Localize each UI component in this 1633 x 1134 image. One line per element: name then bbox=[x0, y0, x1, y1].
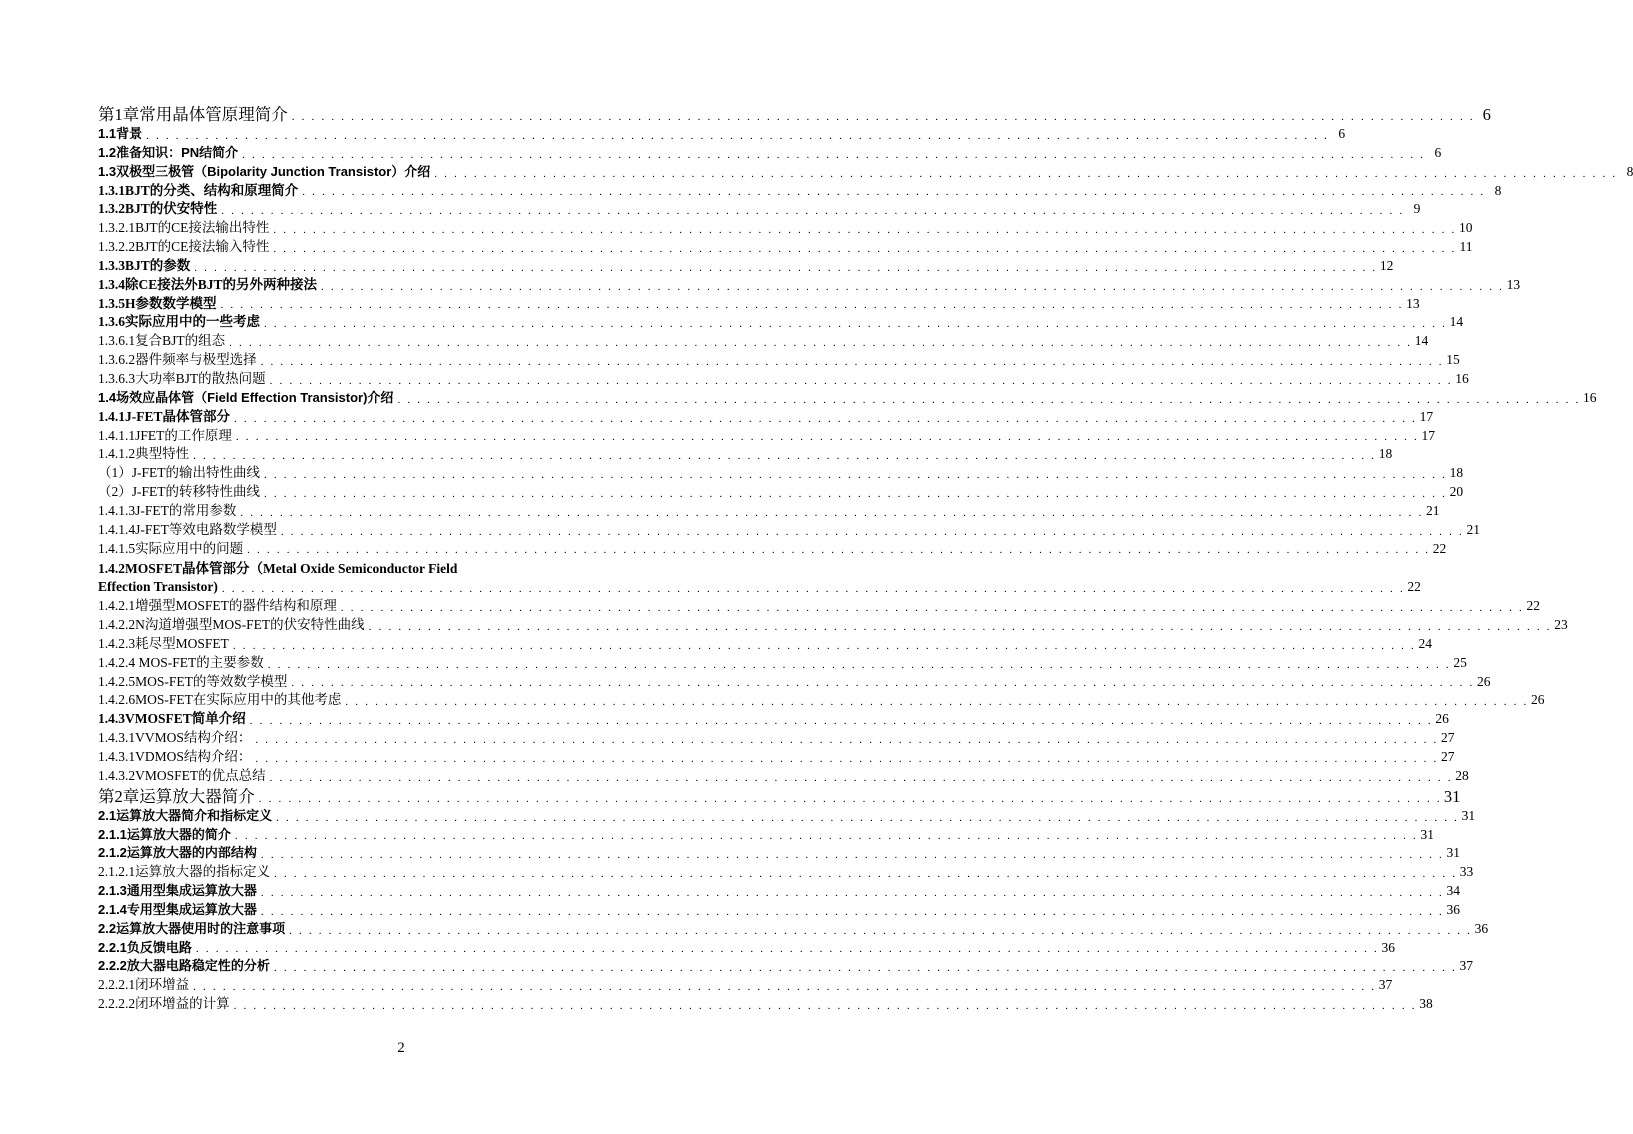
toc-leader-dots: . . . . . . . . . . . . . . . . . . . . . . . . . . . . . . . . . . . . . . . . . . . . . . . . . . . . . . . . . . . . . . . . . . . . . . . . . . . . . . . . . . . . . . . . . . . . . . . . . . . . . . . . . . . . . . . . . . . . . . . . bbox=[242, 148, 1426, 161]
toc-entry[interactable] bbox=[98, 939, 1395, 958]
toc-leader-dots: . . . . . . . . . . . . . . . . . . . . . . . . . . . . . . . . . . . . . . . . . . . . . . . . . . . . . . . . . . . . . . . . . . . . . . . . . . . . . . . . . . . . . . . . . . . . . . . . . . . . . . . . . . . . . . . . . . . . . . . . bbox=[247, 544, 1431, 557]
toc-entry-page: 21 bbox=[1425, 502, 1440, 518]
toc-leader-dots: . . . . . . . . . . . . . . . . . . . . . . . . . . . . . . . . . . . . . . . . . . . . . . . . . . . . . . . . . . . . . . . . . . . . . . . . . . . . . . . . . . . . . . . . . . . . . . . . . . . . . . . . . . . . . . . . . . . . . . . . bbox=[232, 639, 1416, 652]
toc-entry[interactable] bbox=[98, 445, 1393, 464]
toc-leader-dots: . . . . . . . . . . . . . . . . . . . . . . . . . . . . . . . . . . . . . . . . . . . . . . . . . . . . . . . . . . . . . . . . . . . . . . . . . . . . . . . . . . . . . . . . . . . . . . . . . . . . . . . . . . . . . . . . . . . . . . . . bbox=[269, 374, 1453, 387]
toc-entry-title: （1）J-FET的输出特性曲线 bbox=[98, 465, 260, 481]
toc-entry[interactable] bbox=[98, 104, 1491, 125]
table-of-contents bbox=[98, 104, 1633, 1014]
toc-leader-dots: . . . . . . . . . . . . . . . . . . . . . . . . . . . . . . . . . . . . . . . . . . . . . . . . . . . . . . . . . . . . . . . . . . . . . . . . . . . . . . . . . . . . . . . . . . . . . . . . . . . . . . . . . . . . . . . . . . . . . . . . bbox=[368, 620, 1552, 633]
toc-entry-title: 第2章运算放大器简介 bbox=[98, 786, 255, 806]
toc-leader-dots: . . . . . . . . . . . . . . . . . . . . . . . . . . . . . . . . . . . . . . . . . . . . . . . . . . . . . . . . . . . . . . . . . . . . . . . . . . . . . . . . . . . . . . . . . . . . . . . . . . . . . . . . . . . . . . . . . . . . . . . . bbox=[264, 318, 1448, 331]
toc-entry-title: 1.3.3BJT的参数 bbox=[98, 257, 191, 273]
toc-entry-title: 2.1运算放大器简介和指标定义 bbox=[98, 807, 273, 823]
toc-entry-title: 1.3.6实际应用中的一些考虑 bbox=[98, 314, 260, 330]
toc-entry-title: 2.1.3通用型集成运算放大器 bbox=[98, 883, 257, 899]
toc-entry[interactable] bbox=[98, 370, 1469, 389]
toc-entry-title: 2.2.1负反馈电路 bbox=[98, 939, 192, 955]
toc-entry-page: 18 bbox=[1449, 465, 1464, 481]
toc-entry-title: 1.3.6.3大功率BJT的散热问题 bbox=[98, 370, 266, 386]
toc-entry[interactable] bbox=[98, 826, 1434, 845]
toc-leader-dots: . . . . . . . . . . . . . . . . . . . . . . . . . . . . . . . . . . . . . . . . . . . . . . . . . . . . . . . . . . . . . . . . . . . . . . . . . . . . . . . . . . . . . . . . . . . . . . . . . . . . . . . . . . . . . . . . . . . . . . . . bbox=[260, 849, 1444, 862]
toc-entry[interactable] bbox=[98, 786, 1461, 807]
toc-entry-page: 26 bbox=[1435, 711, 1449, 727]
toc-entry[interactable] bbox=[98, 767, 1469, 786]
toc-entry-title: 1.4.1J-FET晶体管部分 bbox=[98, 408, 231, 424]
toc-leader-dots: . . . . . . . . . . . . . . . . . . . . . . . . . . . . . . . . . . . . . . . . . . . . . . . . . . . . . . . . . . . . . . . . . . . . . . . . . . . . . . . . . . . . . . . . . . . . . . . . . . . . . . . . . . . . . . . . . . . . . . . . bbox=[260, 355, 1444, 368]
toc-leader-dots: . . . . . . . . . . . . . . . . . . . . . . . . . . . . . . . . . . . . . . . . . . . . . . . . . . . . . . . . . . . . . . . . . . . . . . . . . . . . . . . . . . . . . . . . . . . . . . . . . . . . . . . . . . . . . . . . . . . . . . . . bbox=[340, 602, 1524, 615]
toc-leader-dots: . . . . . . . . . . . . . . . . . . . . . . . . . . . . . . . . . . . . . . . . . . . . . . . . . . . . . . . . . . . . . . . . . . . . . . . . . . . . . . . . . . . . . . . . . . . . . . . . . . . . . . . . . . . . . . . . . . . . . . . . bbox=[221, 205, 1405, 218]
toc-entry-page: 36 bbox=[1381, 939, 1395, 955]
toc-leader-dots: . . . . . . . . . . . . . . . . . . . . . . . . . . . . . . . . . . . . . . . . . . . . . . . . . . . . . . . . . . . . . . . . . . . . . . . . . . . . . . . . . . . . . . . . . . . . . . . . . . . . . . . . . . . . . . . . . . . . . . . . bbox=[249, 715, 1433, 728]
toc-leader-dots: . . . . . . . . . . . . . . . . . . . . . . . . . . . . . . . . . . . . . . . . . . . . . . . . . . . . . . . . . . . . . . . . . . . . . . . . . . . . . . . . . . . . . . . . . . . . . . . . . . . . . . . . . . . . . . . . . . . . . . . . bbox=[229, 337, 1413, 350]
toc-entry-page: 22 bbox=[1526, 598, 1540, 614]
toc-entry-title: 1.4.2.1增强型MOSFET的器件结构和原理 bbox=[98, 598, 337, 614]
toc-entry-page: 8 bbox=[1494, 182, 1502, 198]
toc-entry[interactable] bbox=[98, 995, 1433, 1014]
toc-entry-title: 1.1背景 bbox=[98, 126, 143, 141]
toc-entry[interactable] bbox=[98, 597, 1540, 616]
toc-entry-page: 27 bbox=[1440, 730, 1455, 746]
toc-entry[interactable] bbox=[98, 408, 1434, 427]
toc-entry-page: 10 bbox=[1458, 220, 1473, 236]
toc-leader-dots: . . . . . . . . . . . . . . . . . . . . . . . . . . . . . . . . . . . . . . . . . . . . . . . . . . . . . . . . . . . . . . . . . . . . . . . . . . . . . . . . . . . . . . . . . . . . . . . . . . . . . . . . . . . . . . . . . . . . . . . . bbox=[397, 393, 1581, 406]
toc-leader-dots: . . . . . . . . . . . . . . . . . . . . . . . . . . . . . . . . . . . . . . . . . . . . . . . . . . . . . . . . . . . . . . . . . . . . . . . . . . . . . . . . . . . . . . . . . . . . . . . . . . . . . . . . . . . . . . . . . . . . . . . . bbox=[434, 167, 1618, 180]
toc-entry-title: 1.4.2.6MOS-FET在实际应用中的其他考虑 bbox=[98, 692, 342, 708]
toc-entry-title: 1.4.2.4 MOS-FET的主要参数 bbox=[98, 654, 264, 670]
toc-entry-title: 2.1.1运算放大器的简介 bbox=[98, 826, 231, 842]
toc-entry-page: 31 bbox=[1461, 807, 1476, 823]
toc-entry[interactable] bbox=[98, 313, 1464, 332]
toc-entry-page: 31 bbox=[1420, 826, 1434, 842]
toc-entry[interactable] bbox=[98, 351, 1460, 370]
toc-leader-dots: . . . . . . . . . . . . . . . . . . . . . . . . . . . . . . . . . . . . . . . . . . . . . . . . . . . . . . . . . . . . . . . . . . . . . . . . . . . . . . . . . . . . . . . . . . . . . . . . . . . . . . . . . . . . . . . . . . . . . . . . bbox=[235, 431, 1419, 444]
toc-leader-dots: . . . . . . . . . . . . . . . . . . . . . . . . . . . . . . . . . . . . . . . . . . . . . . . . . . . . . . . . . . . . . . . . . . . . . . . . . . . . . . . . . . . . . . . . . . . . . . . . . . . . . . . . . . . . . . . . . . . . . . . . bbox=[220, 299, 1404, 312]
toc-leader-dots: . . . . . . . . . . . . . . . . . . . . . . . . . . . . . . . . . . . . . . . . . . . . . . . . . . . . . . . . . . . . . . . . . . . . . . . . . . . . . . . . . . . . . . . . . . . . . . . . . . . . . . . . . . . . . . . . . . . . . . . . bbox=[291, 111, 1475, 123]
toc-entry-page: 6 bbox=[1434, 144, 1442, 160]
toc-entry-page: 31 bbox=[1443, 786, 1461, 806]
toc-entry-page: 9 bbox=[1413, 201, 1421, 217]
toc-entry[interactable] bbox=[98, 578, 1421, 597]
toc-entry-title: 1.3.2BJT的伏安特性 bbox=[98, 201, 218, 217]
toc-entry-title: 2.2.2.1闭环增益 bbox=[98, 977, 190, 993]
toc-leader-dots: . . . . . . . . . . . . . . . . . . . . . . . . . . . . . . . . . . . . . . . . . . . . . . . . . . . . . . . . . . . . . . . . . . . . . . . . . . . . . . . . . . . . . . . . . . . . . . . . . . . . . . . . . . . . . . . . . . . . . . . . bbox=[273, 224, 1457, 237]
toc-entry[interactable] bbox=[98, 219, 1473, 238]
toc-entry[interactable] bbox=[98, 558, 704, 578]
toc-entry[interactable] bbox=[98, 521, 1480, 540]
toc-entry-title: 1.4.2.2N沟道增强型MOS-FET的伏安特性曲线 bbox=[98, 617, 365, 633]
toc-entry-page: 21 bbox=[1466, 521, 1480, 537]
toc-entry-page: 6 bbox=[1338, 126, 1346, 141]
toc-entry-page: 20 bbox=[1449, 484, 1464, 500]
toc-entry-page: 31 bbox=[1446, 845, 1460, 861]
toc-leader-dots: . . . . . . . . . . . . . . . . . . . . . . . . . . . . . . . . . . . . . . . . . . . . . . . . . . . . . . . . . . . . . . . . . . . . . . . . . . . . . . . . . . . . . . . . . . . . . . . . . . . . . . . . . . . . . . . . . . . . . . . . bbox=[280, 525, 1464, 538]
toc-entry-title: 2.2.2.2闭环增益的计算 bbox=[98, 996, 230, 1012]
toc-entry[interactable] bbox=[98, 238, 1473, 257]
toc-entry-title: 1.2准备知识：PN结简介 bbox=[98, 144, 239, 160]
toc-entry-title: 1.4.1.1JFET的工作原理 bbox=[98, 427, 232, 443]
toc-entry[interactable] bbox=[98, 635, 1432, 654]
toc-leader-dots: . . . . . . . . . . . . . . . . . . . . . . . . . . . . . . . . . . . . . . . . . . . . . . . . . . . . . . . . . . . . . . . . . . . . . . . . . . . . . . . . . . . . . . . . . . . . . . . . . . . . . . . . . . . . . . . . . . . . . . . . bbox=[146, 129, 1330, 142]
toc-entry-title: 2.1.4专用型集成运算放大器 bbox=[98, 901, 257, 917]
toc-leader-dots: . . . . . . . . . . . . . . . . . . . . . . . . . . . . . . . . . . . . . . . . . . . . . . . . . . . . . . . . . . . . . . . . . . . . . . . . . . . . . . . . . . . . . . . . . . . . . . . . . . . . . . . . . . . . . . . . . . . . . . . . bbox=[258, 792, 1442, 805]
toc-entry-page: 13 bbox=[1506, 276, 1521, 292]
toc-leader-dots: . . . . . . . . . . . . . . . . . . . . . . . . . . . . . . . . . . . . . . . . . . . . . . . . . . . . . . . . . . . . . . . . . . . . . . . . . . . . . . . . . . . . . . . . . . . . . . . . . . . . . . . . . . . . . . . . . . . . . . . . bbox=[193, 450, 1377, 463]
toc-entry-page: 14 bbox=[1414, 333, 1429, 349]
toc-leader-dots: . . . . . . . . . . . . . . . . . . . . . . . . . . . . . . . . . . . . . . . . . . . . . . . . . . . . . . . . . . . . . . . . . . . . . . . . . . . . . . . . . . . . . . . . . . . . . . . . . . . . . . . . . . . . . . . . . . . . . . . . bbox=[193, 981, 1377, 994]
toc-entry[interactable] bbox=[98, 976, 1393, 995]
toc-entry[interactable] bbox=[98, 389, 1597, 408]
toc-entry[interactable] bbox=[98, 957, 1473, 976]
toc-entry-page: 17 bbox=[1421, 427, 1435, 443]
toc-leader-dots: . . . . . . . . . . . . . . . . . . . . . . . . . . . . . . . . . . . . . . . . . . . . . . . . . . . . . . . . . . . . . . . . . . . . . . . . . . . . . . . . . . . . . . . . . . . . . . . . . . . . . . . . . . . . . . . . . . . . . . . . bbox=[260, 886, 1444, 899]
toc-leader-dots: . . . . . . . . . . . . . . . . . . . . . . . . . . . . . . . . . . . . . . . . . . . . . . . . . . . . . . . . . . . . . . . . . . . . . . . . . . . . . . . . . . . . . . . . . . . . . . . . . . . . . . . . . . . . . . . . . . . . . . . . bbox=[264, 469, 1448, 482]
toc-entry-page: 36 bbox=[1446, 901, 1460, 917]
toc-entry-title: （2）J-FET的转移特性曲线 bbox=[98, 484, 260, 500]
toc-leader-dots: . . . . . . . . . . . . . . . . . . . . . . . . . . . . . . . . . . . . . . . . . . . . . . . . . . . . . . . . . . . . . . . . . . . . . . . . . . . . . . . . . . . . . . . . . . . . . . . . . . . . . . . . . . . . . . . . . . . . . . . . bbox=[194, 261, 1378, 274]
toc-entry-page: 22 bbox=[1432, 540, 1447, 556]
toc-entry[interactable] bbox=[98, 200, 1421, 219]
toc-entry[interactable] bbox=[98, 710, 1449, 729]
toc-leader-dots: . . . . . . . . . . . . . . . . . . . . . . . . . . . . . . . . . . . . . . . . . . . . . . . . . . . . . . . . . . . . . . . . . . . . . . . . . . . . . . . . . . . . . . . . . . . . . . . . . . . . . . . . . . . . . . . . . . . . . . . . bbox=[273, 962, 1457, 975]
toc-entry-title: Effection Transistor) bbox=[98, 579, 218, 595]
toc-entry[interactable] bbox=[98, 673, 1491, 692]
toc-entry-title: 1.3.2.1BJT的CE接法输出特性 bbox=[98, 220, 270, 236]
toc-leader-dots: . . . . . . . . . . . . . . . . . . . . . . . . . . . . . . . . . . . . . . . . . . . . . . . . . . . . . . . . . . . . . . . . . . . . . . . . . . . . . . . . . . . . . . . . . . . . . . . . . . . . . . . . . . . . . . . . . . . . . . . . bbox=[260, 905, 1444, 918]
toc-entry-page: 28 bbox=[1455, 767, 1469, 783]
toc-entry-title: 1.4.3.2VMOSFET的优点总结 bbox=[98, 767, 266, 783]
toc-leader-dots: . . . . . . . . . . . . . . . . . . . . . . . . . . . . . . . . . . . . . . . . . . . . . . . . . . . . . . . . . . . . . . . . . . . . . . . . . . . . . . . . . . . . . . . . . . . . . . . . . . . . . . . . . . . . . . . . . . . . . . . . bbox=[267, 658, 1451, 671]
toc-entry[interactable] bbox=[98, 616, 1568, 635]
toc-leader-dots: . . . . . . . . . . . . . . . . . . . . . . . . . . . . . . . . . . . . . . . . . . . . . . . . . . . . . . . . . . . . . . . . . . . . . . . . . . . . . . . . . . . . . . . . . . . . . . . . . . . . . . . . . . . . . . . . . . . . . . . . bbox=[255, 734, 1439, 746]
toc-entry[interactable] bbox=[98, 257, 1394, 276]
toc-leader-dots: . . . . . . . . . . . . . . . . . . . . . . . . . . . . . . . . . . . . . . . . . . . . . . . . . . . . . . . . . . . . . . . . . . . . . . . . . . . . . . . . . . . . . . . . . . . . . . . . . . . . . . . . . . . . . . . . . . . . . . . . bbox=[276, 811, 1460, 824]
toc-entry-title: 1.4场效应晶体管（Field Effection Transistor)介绍 bbox=[98, 389, 394, 405]
toc-entry-title: 第1章常用晶体管原理简介 bbox=[98, 105, 288, 124]
page-number: 2 bbox=[397, 1040, 405, 1056]
toc-entry-title: 1.4.2.3耗尽型MOSFET bbox=[98, 635, 229, 651]
toc-entry-title: 1.3.4除CE接法外BJT的另外两种接法 bbox=[98, 276, 318, 292]
toc-entry-title: 1.4.1.3J-FET的常用参数 bbox=[98, 502, 237, 518]
toc-leader-dots: . . . . . . . . . . . . . . . . . . . . . . . . . . . . . . . . . . . . . . . . . . . . . . . . . . . . . . . . . . . . . . . . . . . . . . . . . . . . . . . . . . . . . . . . . . . . . . . . . . . . . . . . . . . . . . . . . . . . . . . . bbox=[234, 830, 1418, 843]
toc-entry-page: 13 bbox=[1406, 295, 1420, 311]
toc-leader-dots: . . . . . . . . . . . . . . . . . . . . . . . . . . . . . . . . . . . . . . . . . . . . . . . . . . . . . . . . . . . . . . . . . . . . . . . . . . . . . . . . . . . . . . . . . . . . . . . . . . . . . . . . . . . . . . . . . . . . . . . . bbox=[273, 242, 1457, 255]
toc-entry-page: 38 bbox=[1419, 996, 1433, 1012]
toc-leader-dots: . . . . . . . . . . . . . . . . . . . . . . . . . . . . . . . . . . . . . . . . . . . . . . . . . . . . . . . . . . . . . . . . . . . . . . . . . . . . . . . . . . . . . . . . . . . . . . . . . . . . . . . . . . . . . . . . . . . . . . . . bbox=[195, 943, 1379, 956]
toc-entry-page: 8 bbox=[1626, 163, 1633, 179]
toc-entry-page: 27 bbox=[1440, 749, 1455, 764]
toc-entry-page: 18 bbox=[1378, 446, 1393, 462]
toc-entry-title: 1.3.6.2器件频率与极型选择 bbox=[98, 352, 257, 368]
toc-entry[interactable] bbox=[98, 163, 1633, 182]
toc-leader-dots: . . . . . . . . . . . . . . . . . . . . . . . . . . . . . . . . . . . . . . . . . . . . . . . . . . . . . . . . . . . . . . . . . . . . . . . . . . . . . . . . . . . . . . . . . . . . . . . . . . . . . . . . . . . . . . . . . . . . . . . . bbox=[345, 696, 1529, 709]
toc-entry-page: 17 bbox=[1419, 408, 1434, 424]
toc-entry[interactable] bbox=[98, 654, 1467, 673]
toc-entry-title: 2.2运算放大器使用时的注意事项 bbox=[98, 920, 286, 936]
toc-leader-dots: . . . . . . . . . . . . . . . . . . . . . . . . . . . . . . . . . . . . . . . . . . . . . . . . . . . . . . . . . . . . . . . . . . . . . . . . . . . . . . . . . . . . . . . . . . . . . . . . . . . . . . . . . . . . . . . . . . . . . . . . bbox=[234, 412, 1418, 425]
toc-entry-title: 2.1.2运算放大器的内部结构 bbox=[98, 845, 257, 861]
toc-entry[interactable] bbox=[98, 691, 1545, 710]
toc-entry-page: 16 bbox=[1583, 389, 1597, 405]
toc-leader-dots: . . . . . . . . . . . . . . . . . . . . . . . . . . . . . . . . . . . . . . . . . . . . . . . . . . . . . . . . . . . . . . . . . . . . . . . . . . . . . . . . . . . . . . . . . . . . . . . . . . . . . . . . . . . . . . . . . . . . . . . . bbox=[289, 924, 1473, 937]
toc-entry-title: 1.3.5H参数数学模型 bbox=[98, 295, 217, 311]
toc-leader-dots: . . . . . . . . . . . . . . . . . . . . . . . . . . . . . . . . . . . . . . . . . . . . . . . . . . . . . . . . . . . . . . . . . . . . . . . . . . . . . . . . . . . . . . . . . . . . . . . . . . . . . . . . . . . . . . . . . . . . . . . . bbox=[240, 506, 1424, 519]
toc-leader-dots: . . . . . . . . . . . . . . . . . . . . . . . . . . . . . . . . . . . . . . . . . . . . . . . . . . . . . . . . . . . . . . . . . . . . . . . . . . . . . . . . . . . . . . . . . . . . . . . . . . . . . . . . . . . . . . . . . . . . . . . . bbox=[274, 868, 1458, 881]
toc-entry[interactable] bbox=[98, 295, 1420, 314]
toc-entry-page: 16 bbox=[1455, 370, 1469, 386]
toc-entry[interactable] bbox=[98, 540, 1447, 559]
toc-entry-page: 23 bbox=[1554, 617, 1568, 633]
toc-entry-page: 22 bbox=[1407, 579, 1421, 595]
toc-entry-title: 1.4.1.4J-FET等效电路数学模型 bbox=[98, 521, 277, 537]
toc-entry-page: 15 bbox=[1446, 352, 1460, 368]
toc-leader-dots: . . . . . . . . . . . . . . . . . . . . . . . . . . . . . . . . . . . . . . . . . . . . . . . . . . . . . . . . . . . . . . . . . . . . . . . . . . . . . . . . . . . . . . . . . . . . . . . . . . . . . . . . . . . . . . . . . . . . . . . . bbox=[233, 999, 1417, 1012]
toc-entry-title: 1.4.1.2典型特性 bbox=[98, 446, 190, 462]
toc-entry-title: 1.4.1.5实际应用中的问题 bbox=[98, 540, 244, 556]
toc-entry-page: 6 bbox=[1482, 105, 1491, 124]
toc-entry[interactable] bbox=[98, 144, 1442, 163]
toc-entry-page: 26 bbox=[1530, 692, 1545, 708]
toc-entry-page: 14 bbox=[1449, 314, 1464, 330]
toc-entry-page: 37 bbox=[1459, 958, 1473, 974]
toc-entry-page: 33 bbox=[1459, 864, 1474, 880]
toc-entry[interactable] bbox=[98, 332, 1429, 351]
toc-leader-dots: . . . . . . . . . . . . . . . . . . . . . . . . . . . . . . . . . . . . . . . . . . . . . . . . . . . . . . . . . . . . . . . . . . . . . . . . . . . . . . . . . . . . . . . . . . . . . . . . . . . . . . . . . . . . . . . . . . . . . . . . bbox=[255, 752, 1439, 765]
toc-entry-page: 12 bbox=[1379, 257, 1394, 273]
toc-entry[interactable] bbox=[98, 901, 1460, 920]
toc-leader-dots: . . . . . . . . . . . . . . . . . . . . . . . . . . . . . . . . . . . . . . . . . . . . . . . . . . . . . . . . . . . . . . . . . . . . . . . . . . . . . . . . . . . . . . . . . . . . . . . . . . . . . . . . . . . . . . . . . . . . . . . . bbox=[269, 771, 1453, 784]
toc-leader-dots: . . . . . . . . . . . . . . . . . . . . . . . . . . . . . . . . . . . . . . . . . . . . . . . . . . . . . . . . . . . . . . . . . . . . . . . . . . . . . . . . . . . . . . . . . . . . . . . . . . . . . . . . . . . . . . . . . . . . . . . . bbox=[221, 583, 1405, 596]
toc-entry-title: 1.4.3VMOSFET简单介绍 bbox=[98, 711, 246, 727]
toc-entry[interactable] bbox=[98, 920, 1489, 939]
toc-entry-title: 1.3.1BJT的分类、结构和原理简介 bbox=[98, 182, 299, 198]
toc-entry-page: 36 bbox=[1474, 920, 1489, 936]
toc-entry-page: 26 bbox=[1476, 673, 1491, 689]
toc-entry-page: 24 bbox=[1418, 635, 1432, 651]
toc-entry-title: 1.4.2.5MOS-FET的等效数学模型 bbox=[98, 673, 288, 689]
toc-entry[interactable] bbox=[98, 844, 1460, 863]
toc-entry[interactable] bbox=[98, 125, 1346, 144]
toc-entry[interactable] bbox=[98, 276, 1521, 295]
toc-entry[interactable] bbox=[98, 729, 1455, 748]
toc-entry[interactable] bbox=[98, 882, 1460, 901]
toc-leader-dots: . . . . . . . . . . . . . . . . . . . . . . . . . . . . . . . . . . . . . . . . . . . . . . . . . . . . . . . . . . . . . . . . . . . . . . . . . . . . . . . . . . . . . . . . . . . . . . . . . . . . . . . . . . . . . . . . . . . . . . . . bbox=[291, 677, 1475, 690]
toc-entry[interactable] bbox=[98, 502, 1440, 521]
toc-entry-page: 11 bbox=[1459, 239, 1473, 255]
toc-leader-dots: . . . . . . . . . . . . . . . . . . . . . . . . . . . . . . . . . . . . . . . . . . . . . . . . . . . . . . . . . . . . . . . . . . . . . . . . . . . . . . . . . . . . . . . . . . . . . . . . . . . . . . . . . . . . . . . . . . . . . . . . bbox=[264, 487, 1448, 500]
toc-leader-dots: . . . . . . . . . . . . . . . . . . . . . . . . . . . . . . . . . . . . . . . . . . . . . . . . . . . . . . . . . . . . . . . . . . . . . . . . . . . . . . . . . . . . . . . . . . . . . . . . . . . . . . . . . . . . . . . . . . . . . . . . bbox=[321, 280, 1505, 293]
toc-leader-dots: . . . . . . . . . . . . . . . . . . . . . . . . . . . . . . . . . . . . . . . . . . . . . . . . . . . . . . . . . . . . . . . . . . . . . . . . . . . . . . . . . . . . . . . . . . . . . . . . . . . . . . . . . . . . . . . . . . . . . . . . bbox=[302, 186, 1486, 199]
toc-entry-title: 1.4.2MOSFET晶体管部分（Metal Oxide Semiconductor Field bbox=[98, 560, 458, 576]
toc-entry-title: 1.3.6.1复合BJT的组态 bbox=[98, 333, 226, 349]
toc-entry-title: 1.3.2.2BJT的CE接法输入特性 bbox=[98, 239, 270, 255]
toc-entry[interactable] bbox=[98, 464, 1464, 483]
toc-entry[interactable] bbox=[98, 182, 1502, 201]
toc-entry-title: 2.2.2放大器电路稳定性的分析 bbox=[98, 958, 270, 974]
toc-entry[interactable] bbox=[98, 427, 1435, 446]
toc-entry[interactable] bbox=[98, 807, 1476, 826]
toc-entry[interactable] bbox=[98, 748, 1455, 767]
toc-entry-page: 37 bbox=[1378, 977, 1393, 993]
toc-entry-page: 25 bbox=[1453, 654, 1467, 670]
toc-entry[interactable] bbox=[98, 483, 1464, 502]
toc-entry-title: 1.4.3.1VDMOS结构介绍： bbox=[98, 749, 252, 764]
toc-entry-title: 2.1.2.1运算放大器的指标定义 bbox=[98, 864, 271, 880]
toc-entry[interactable] bbox=[98, 863, 1474, 882]
toc-entry-title: 1.3双极型三极管（Bipolarity Junction Transistor）介绍 bbox=[98, 163, 431, 179]
toc-entry-title: 1.4.3.1VVMOS结构介绍： bbox=[98, 730, 252, 746]
toc-entry-page: 34 bbox=[1446, 883, 1460, 899]
